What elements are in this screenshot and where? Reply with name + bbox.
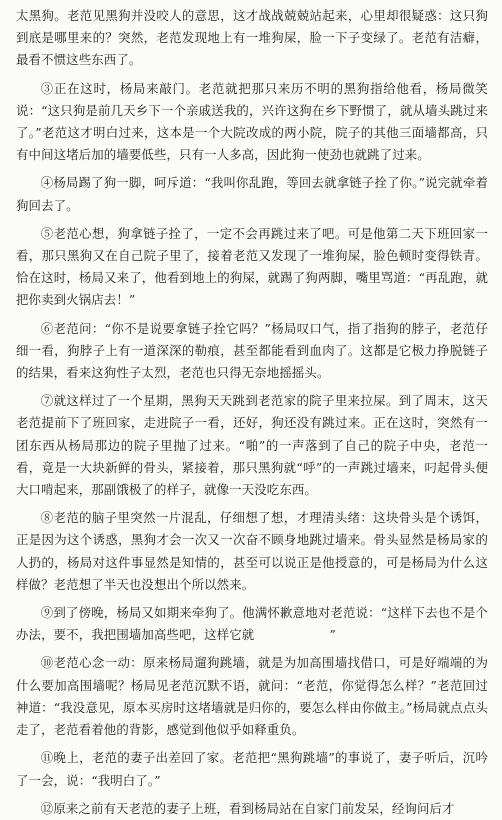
paragraph-6: ⑥老范问：“你不是说要拿链子拴它吗？”杨局叹口气，指了指狗的脖子，老范仔细一看，狗脖子上有一道深深的勒痕，甚至都能看到血肉了。这都是它极力挣脱链子的结果，看来这狗性子太烈，老范也只得无奈地摇摇头。 (16, 320, 488, 381)
paragraph-10: ⑩老范心念一动：原来杨局遛狗跳墙，就是为加高围墙找借口，可是好端端的为什么要加高围墙呢？杨局见老范沉默不语，就问：“老范，你觉得怎么样？”老范回过神道：“我没意见，原本买房时这堵墙就是归你的，要怎么样由你做主。”杨局就点点头走了，老范看着他的背影，感觉到他似乎如释重负。 (16, 655, 488, 738)
paragraph-9: ⑨到了傍晚，杨局又如期来牵狗了。他满怀歉意地对老范说：“这样下去也不是个办法，要不，我把围墙加高些吧，这样它就 ” (16, 605, 488, 643)
paragraph-continued: 太黑狗。老范见黑狗并没咬人的意思，这才战战兢兢站起来，心里却很疑惑：这只狗到底是哪里来的？突然，老范发现地上有一堆狗屎，脸一下子变绿了。老范有洁癖，最看不惯这些东西了。 (16, 8, 488, 68)
paragraph-3: ③正在这时，杨局来敲门。老范就把那只来历不明的黑狗指给他看，杨局微笑说：“这只狗是前几天乡下一个亲戚送我的，兴许这狗在乡下野惯了，就从墙头跳过来了。”老范这才明白过来，这本是一个大院改成的两小院，院子的其他三面墙都高，只有中间这堵后加的墙要低些，只有一人多高，因此狗一使劲也就跳了过来。 (16, 80, 488, 163)
paragraph-4: ④杨局踢了狗一脚，呵斥道：“我叫你乱跑，等回去就拿链子拴了你。”说完就牵着狗回去了。 (16, 175, 488, 213)
paragraph-11: ⑪晚上，老范的妻子出差回了家。老范把“黑狗跳墙”的事说了，妻子听后，沉吟了一会，说：“我明白了。” (16, 750, 488, 788)
paragraph-12: ⑫原来之前有天老范的妻子上班，看到杨局站在自家门前发呆，经询问后才 (40, 800, 455, 816)
paragraph-8: ⑧老范的脑子里突然一片混乱，仔细想了想，才理清头绪：这块骨头是个诱饵，正是因为这个诱惑，黑狗才会一次又一次奋不顾身地跳过墙来。骨头显然是杨局家的人扔的，杨局对这件事显然是知情的，甚至可以说正是他授意的，可是杨局为什么这样做？老范想了半天也没想出个所以然来。 (16, 510, 488, 592)
paragraph-5: ⑤老范心想，狗拿链子拴了，一定不会再跳过来了吧。可是他第二天下班回家一看，那只黑狗又在自己院子里了，接着老范又发现了一堆狗屎，脸色顿时变得铁青。恰在这时，杨局又来了，他看到地上的狗屎，就踢了狗两脚，嘴里骂道：“再乱跑，就把你卖到火锅店去！” (16, 225, 488, 308)
paragraph-7: ⑦就这样过了一个星期，黑狗天天跳到老范家的院子里来拉屎。到了周末，这天老范提前下了班回家，走进院子一看，还好，狗还没有跳过来。正在这时，突然有一团东西从杨局那边的院子里抛了过来。“啪”的一声落到了自己的院子中央，老范一看，竟是一大块新鲜的骨头，紧接着，那只黑狗就“呼”的一声跳过墙来，叼起骨头便大口啃起来，那副饿极了的样子，就像一天没吃东西。 (16, 393, 488, 498)
